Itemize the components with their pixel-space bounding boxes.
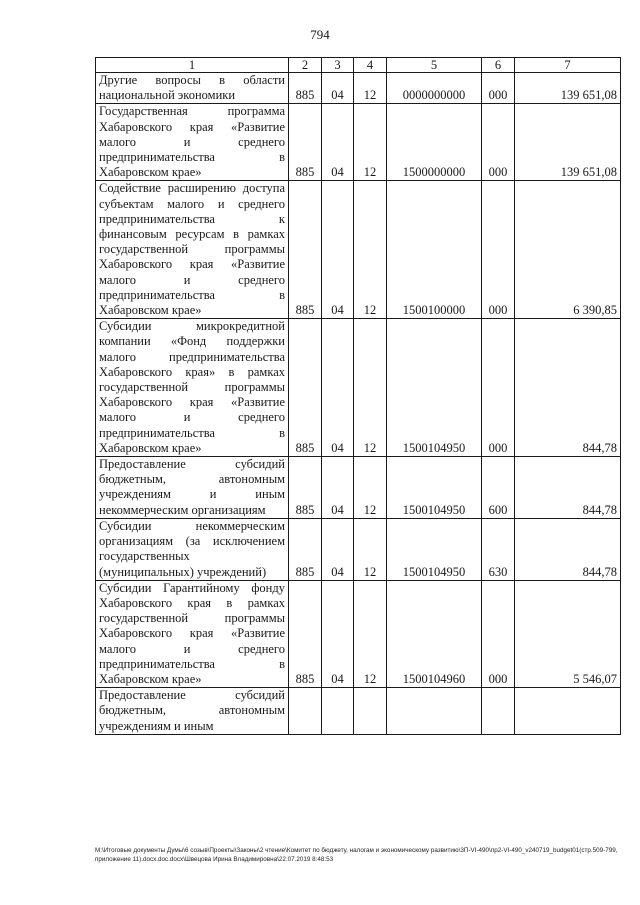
table-row xyxy=(96,181,621,319)
cell-col4 xyxy=(354,688,387,735)
page-number: 794 xyxy=(310,27,330,42)
cell-col4: 12 xyxy=(354,104,387,181)
header-row xyxy=(96,58,621,73)
cell-col5 xyxy=(387,688,482,735)
table-row xyxy=(96,104,621,181)
row-name: Субсидии микрокредитной компании «Фонд поддержки малого предпринимательства Хабаровского края» в рамках государственной программы Хабаровского края «Развитие малого и среднего предпринимательства в Хабаровском крае» xyxy=(96,319,289,457)
cell-col4: 12 xyxy=(354,319,387,457)
cell-col3: 04 xyxy=(322,457,354,519)
cell-col5: 1500104950 xyxy=(387,319,482,457)
cell-col6: 000 xyxy=(482,73,515,104)
table-row xyxy=(96,73,621,104)
cell-col7: 844,78 xyxy=(515,457,621,519)
cell-col4: 12 xyxy=(354,457,387,519)
table-row xyxy=(96,580,621,687)
table-row xyxy=(96,688,621,735)
cell-col4: 12 xyxy=(354,518,387,580)
column-header-3: 3 xyxy=(322,58,354,73)
cell-col7: 139 651,08 xyxy=(515,73,621,104)
row-name: Субсидии Гарантийному фонду Хабаровского края в рамках государственной программы Хабаровского края «Развитие малого и среднего предпринимательства в Хабаровском крае» xyxy=(96,580,289,687)
cell-col6: 000 xyxy=(482,580,515,687)
row-name: Содействие расширению доступа субъектам малого и среднего предпринимательства к финансовым ресурсам в рамках государственной программы Хабаровского края «Развитие малого и среднего предпринимательства в Хабаровском крае» xyxy=(96,181,289,319)
row-name: Субсидии некоммерческим организациям (за исключением государственных (муниципальных) учреждений) xyxy=(96,518,289,580)
cell-col2: 885 xyxy=(289,518,322,580)
cell-col3: 04 xyxy=(322,104,354,181)
cell-col6: 000 xyxy=(482,181,515,319)
column-header-7: 7 xyxy=(515,58,621,73)
cell-col2: 885 xyxy=(289,319,322,457)
cell-col6: 000 xyxy=(482,319,515,457)
cell-col2: 885 xyxy=(289,73,322,104)
cell-col7: 5 546,07 xyxy=(515,580,621,687)
cell-col7: 6 390,85 xyxy=(515,181,621,319)
cell-col6 xyxy=(482,688,515,735)
column-header-2: 2 xyxy=(289,58,322,73)
column-header-4: 4 xyxy=(354,58,387,73)
cell-col7: 139 651,08 xyxy=(515,104,621,181)
cell-col5: 1500000000 xyxy=(387,104,482,181)
table-row xyxy=(96,518,621,580)
cell-col3: 04 xyxy=(322,73,354,104)
cell-col2: 885 xyxy=(289,457,322,519)
cell-col5: 1500104950 xyxy=(387,518,482,580)
row-name: Предоставление субсидий бюджетным, автономным учреждениям и иным некоммерческим организациям xyxy=(96,457,289,519)
cell-col7 xyxy=(515,688,621,735)
cell-col3: 04 xyxy=(322,580,354,687)
cell-col7: 844,78 xyxy=(515,518,621,580)
table-row xyxy=(96,457,621,519)
cell-col6: 000 xyxy=(482,104,515,181)
cell-col2: 885 xyxy=(289,580,322,687)
cell-col7: 844,78 xyxy=(515,319,621,457)
row-name: Предоставление субсидий бюджетным, автономным учреждениям и иным xyxy=(96,688,289,735)
cell-col6: 600 xyxy=(482,457,515,519)
table-row xyxy=(96,319,621,457)
file-path-footer: М:\Итоговые документы Думы\6 созыв\Проекты\Законы\2 чтение\Комитет по бюджету, налогам и экономическому развитию\3П-VI-490\пр2-VI-490_v240719_budget01(стр.509-799, приложение 11).docx.doc.docx\Швецова Ирина Владимировна\22.07.2019 8:48:53 xyxy=(95,847,618,863)
column-header-1: 1 xyxy=(96,58,289,73)
cell-col4: 12 xyxy=(354,73,387,104)
cell-col2: 885 xyxy=(289,104,322,181)
cell-col6: 630 xyxy=(482,518,515,580)
cell-col5: 0000000000 xyxy=(387,73,482,104)
cell-col4: 12 xyxy=(354,580,387,687)
cell-col5: 1500104950 xyxy=(387,457,482,519)
cell-col3: 04 xyxy=(322,181,354,319)
budget-table xyxy=(95,57,621,735)
column-header-5: 5 xyxy=(387,58,482,73)
row-name: Другие вопросы в области национальной экономики xyxy=(96,73,289,104)
cell-col5: 1500100000 xyxy=(387,181,482,319)
column-header-6: 6 xyxy=(482,58,515,73)
cell-col2: 885 xyxy=(289,181,322,319)
cell-col3: 04 xyxy=(322,518,354,580)
row-name: Государственная программа Хабаровского края «Развитие малого и среднего предпринимательства в Хабаровском крае» xyxy=(96,104,289,181)
cell-col5: 1500104960 xyxy=(387,580,482,687)
cell-col3: 04 xyxy=(322,319,354,457)
cell-col3 xyxy=(322,688,354,735)
cell-col2 xyxy=(289,688,322,735)
cell-col4: 12 xyxy=(354,181,387,319)
